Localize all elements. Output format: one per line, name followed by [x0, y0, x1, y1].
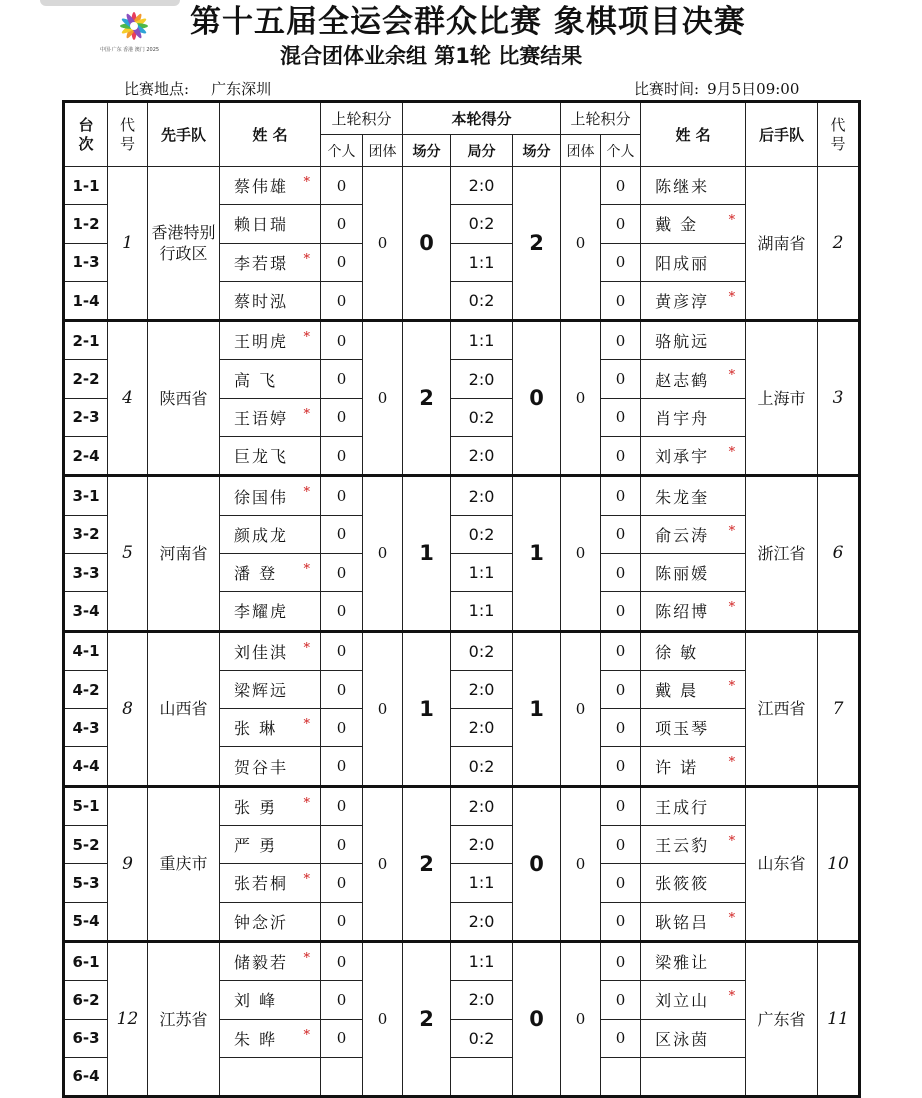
- player-b: [641, 553, 746, 591]
- individual-a: 0: [321, 864, 363, 902]
- individual-a: 0: [321, 826, 363, 864]
- game-score: 0:2: [451, 398, 513, 436]
- player-name: 潘 登: [234, 564, 278, 584]
- player-name: 陈绍博: [655, 602, 710, 622]
- col-round-score: 本轮得分: [403, 102, 561, 135]
- player-a: [220, 281, 321, 320]
- team-b: 江西省: [746, 631, 818, 786]
- game-score: 0:2: [451, 205, 513, 243]
- venue-info: [124, 78, 271, 99]
- player-name: 蔡伟雄: [234, 177, 289, 197]
- col-individual-b: 个人: [601, 135, 641, 167]
- player-name: 耿铭吕: [655, 912, 710, 932]
- player-name: 钟念沂: [234, 912, 289, 932]
- game-score: 2:0: [451, 437, 513, 476]
- code-b: 11: [818, 941, 860, 1096]
- player-b: [641, 398, 746, 436]
- player-a: [220, 321, 321, 360]
- player-name: 项玉琴: [655, 719, 710, 739]
- player-name: 储毅若: [234, 953, 289, 973]
- game-score: 2:0: [451, 709, 513, 747]
- player-name: 赖日瑞: [234, 215, 289, 235]
- player-b: [641, 941, 746, 980]
- player-a: [220, 670, 321, 708]
- board-number: 3-1: [64, 476, 108, 515]
- player-name: 张 琳: [234, 719, 278, 739]
- individual-a: 0: [321, 321, 363, 360]
- individual-b: 0: [601, 398, 641, 436]
- marker-star: *: [728, 600, 738, 616]
- player-a: [220, 981, 321, 1019]
- match-points-b: 0: [513, 321, 561, 476]
- player-a: [220, 398, 321, 436]
- game-score: 2:0: [451, 826, 513, 864]
- individual-b: 0: [601, 747, 641, 786]
- individual-b: [601, 1057, 641, 1096]
- player-a: [220, 360, 321, 398]
- match-points-b: 0: [513, 941, 561, 1096]
- marker-star: *: [728, 445, 738, 461]
- venue-value: 广东深圳: [211, 80, 272, 98]
- player-a: [220, 709, 321, 747]
- player-a: [220, 1057, 321, 1096]
- table-body: [64, 167, 860, 1097]
- board-number: 4-2: [64, 670, 108, 708]
- individual-a: 0: [321, 670, 363, 708]
- table-row: [64, 631, 860, 670]
- individual-a: 0: [321, 631, 363, 670]
- page-title: 第十五届全运会群众比赛 象棋项目决赛: [190, 4, 746, 40]
- player-b: [641, 1057, 746, 1096]
- player-a: [220, 592, 321, 631]
- board-number: 1-4: [64, 281, 108, 320]
- match-points-b: 0: [513, 786, 561, 941]
- board-number: 5-1: [64, 786, 108, 825]
- table-row: [64, 321, 860, 360]
- board-number: 3-4: [64, 592, 108, 631]
- board-number: 1-1: [64, 167, 108, 205]
- player-name: 赵志鹤: [655, 370, 710, 390]
- player-name: 梁辉远: [234, 681, 289, 700]
- col-team-a: 团体: [363, 135, 403, 167]
- player-name: 戴 晨: [655, 681, 699, 700]
- individual-a: 0: [321, 941, 363, 980]
- code-b: 3: [818, 321, 860, 476]
- individual-b: 0: [601, 281, 641, 320]
- marker-star: *: [303, 485, 312, 501]
- player-name: 骆航远: [655, 332, 710, 352]
- individual-b: 0: [601, 826, 641, 864]
- team-a: 重庆市: [148, 786, 220, 941]
- time-value: 9月5日09:00: [707, 80, 800, 98]
- individual-b: 0: [601, 360, 641, 398]
- game-score: 0:2: [451, 515, 513, 553]
- individual-b: 0: [601, 515, 641, 553]
- code-a: 1: [108, 167, 148, 321]
- col-code-b: 代 号: [818, 102, 860, 167]
- individual-a: 0: [321, 592, 363, 631]
- player-b: [641, 167, 746, 205]
- player-b: [641, 826, 746, 864]
- team-a: 山西省: [148, 631, 220, 786]
- team-prev-a: 0: [363, 786, 403, 941]
- team-b: 上海市: [746, 321, 818, 476]
- individual-a: 0: [321, 981, 363, 1019]
- team-b: 浙江省: [746, 476, 818, 631]
- game-score: 0:2: [451, 631, 513, 670]
- player-name: 王成行: [655, 797, 710, 817]
- board-number: 1-2: [64, 205, 108, 243]
- board-number: 1-3: [64, 243, 108, 281]
- player-b: [641, 205, 746, 243]
- team-prev-a: 0: [363, 941, 403, 1096]
- board-number: 4-1: [64, 631, 108, 670]
- game-score: 2:0: [451, 476, 513, 515]
- marker-star: *: [303, 561, 312, 577]
- player-name: 刘承宇: [655, 447, 710, 467]
- board-number: 5-2: [64, 826, 108, 864]
- code-a: 12: [108, 941, 148, 1096]
- individual-a: 0: [321, 243, 363, 281]
- player-a: [220, 476, 321, 515]
- col-individual-a: 个人: [321, 135, 363, 167]
- game-score: 1:1: [451, 553, 513, 591]
- individual-a: 0: [321, 515, 363, 553]
- board-number: 2-3: [64, 398, 108, 436]
- player-name: 王云豹: [655, 836, 710, 856]
- player-b: [641, 1019, 746, 1057]
- table-row: [64, 167, 860, 205]
- player-name: 王语婷: [234, 408, 289, 428]
- marker-star: *: [303, 795, 312, 811]
- team-prev-a: 0: [363, 167, 403, 321]
- player-name: 刘 峰: [234, 991, 278, 1011]
- individual-a: [321, 1057, 363, 1096]
- player-b: [641, 631, 746, 670]
- game-score: [451, 1057, 513, 1096]
- game-score: 1:1: [451, 321, 513, 360]
- individual-b: 0: [601, 205, 641, 243]
- player-name: 俞云涛: [655, 525, 710, 545]
- board-number: 6-1: [64, 941, 108, 980]
- individual-b: 0: [601, 864, 641, 902]
- marker-star: *: [728, 910, 738, 926]
- individual-b: 0: [601, 437, 641, 476]
- code-a: 9: [108, 786, 148, 941]
- individual-b: 0: [601, 786, 641, 825]
- player-name: 张筱筱: [655, 874, 710, 894]
- marker-star: *: [303, 950, 312, 966]
- games-logo: [100, 6, 168, 56]
- player-name: 徐 敏: [655, 642, 699, 662]
- player-name: 蔡时泓: [234, 292, 289, 312]
- board-number: 6-3: [64, 1019, 108, 1057]
- player-b: [641, 243, 746, 281]
- player-a: [220, 631, 321, 670]
- individual-a: 0: [321, 437, 363, 476]
- player-a: [220, 826, 321, 864]
- team-prev-a: 0: [363, 321, 403, 476]
- player-b: [641, 709, 746, 747]
- game-score: 1:1: [451, 243, 513, 281]
- individual-b: 0: [601, 709, 641, 747]
- game-score: 1:1: [451, 941, 513, 980]
- player-name: 李若璟: [234, 253, 289, 273]
- match-points-a: 0: [403, 167, 451, 321]
- match-points-b: 2: [513, 167, 561, 321]
- player-b: [641, 670, 746, 708]
- individual-a: 0: [321, 553, 363, 591]
- table-row: [64, 941, 860, 980]
- marker-star: *: [728, 523, 738, 539]
- player-name: 张若桐: [234, 874, 289, 894]
- time-label: 比赛时间:: [634, 80, 700, 98]
- player-name: 李耀虎: [234, 602, 289, 622]
- player-b: [641, 281, 746, 320]
- individual-b: 0: [601, 941, 641, 980]
- board-number: 4-3: [64, 709, 108, 747]
- individual-b: 0: [601, 902, 641, 941]
- player-a: [220, 864, 321, 902]
- game-score: 2:0: [451, 786, 513, 825]
- player-name: 颜成龙: [234, 525, 289, 545]
- individual-a: 0: [321, 398, 363, 436]
- individual-b: 0: [601, 631, 641, 670]
- col-match-pts-a: 场分: [403, 135, 451, 167]
- player-a: [220, 515, 321, 553]
- marker-star: *: [728, 213, 738, 229]
- player-name: 肖宇舟: [655, 408, 710, 428]
- individual-b: 0: [601, 167, 641, 205]
- board-number: 6-4: [64, 1057, 108, 1096]
- player-a: [220, 1019, 321, 1057]
- player-name: 王明虎: [234, 332, 289, 352]
- col-name-b: 姓 名: [641, 102, 746, 167]
- marker-star: *: [728, 989, 738, 1005]
- individual-a: 0: [321, 786, 363, 825]
- col-game-pts: 局分: [451, 135, 513, 167]
- game-score: 2:0: [451, 902, 513, 941]
- code-a: 4: [108, 321, 148, 476]
- code-b: 6: [818, 476, 860, 631]
- col-name-a: 姓 名: [220, 102, 321, 167]
- match-points-a: 1: [403, 476, 451, 631]
- player-name: 巨龙飞: [234, 447, 289, 467]
- match-points-a: 2: [403, 786, 451, 941]
- marker-star: *: [303, 251, 312, 267]
- board-number: 3-2: [64, 515, 108, 553]
- player-name: 陈继来: [655, 177, 710, 197]
- match-points-a: 2: [403, 941, 451, 1096]
- code-a: 5: [108, 476, 148, 631]
- marker-star: *: [728, 289, 738, 305]
- col-second-team: 后手队: [746, 102, 818, 167]
- col-code-a: 代 号: [108, 102, 148, 167]
- code-b: 2: [818, 167, 860, 321]
- marker-star: *: [303, 717, 312, 733]
- board-number: 3-3: [64, 553, 108, 591]
- team-a: 河南省: [148, 476, 220, 631]
- time-info: [634, 78, 799, 99]
- individual-b: 0: [601, 592, 641, 631]
- individual-a: 0: [321, 167, 363, 205]
- team-b: 山东省: [746, 786, 818, 941]
- player-b: [641, 360, 746, 398]
- code-b: 7: [818, 631, 860, 786]
- team-prev-a: 0: [363, 476, 403, 631]
- player-name: 张 勇: [234, 797, 278, 817]
- page-subtitle: 混合团体业余组 第1轮 比赛结果: [280, 44, 583, 68]
- col-prev-score-b: 上轮积分: [561, 102, 641, 135]
- player-name: 徐国伟: [234, 487, 289, 507]
- board-number: 2-2: [64, 360, 108, 398]
- team-b: 湖南省: [746, 167, 818, 321]
- team-prev-b: 0: [561, 631, 601, 786]
- board-number: 2-4: [64, 437, 108, 476]
- board-number: 6-2: [64, 981, 108, 1019]
- team-b: 广东省: [746, 941, 818, 1096]
- player-name: 区泳茵: [655, 1029, 710, 1049]
- individual-b: 0: [601, 476, 641, 515]
- player-b: [641, 902, 746, 941]
- player-b: [641, 592, 746, 631]
- results-table: [62, 100, 861, 1098]
- game-score: 1:1: [451, 864, 513, 902]
- player-name: 刘佳淇: [234, 642, 289, 662]
- game-score: 2:0: [451, 167, 513, 205]
- team-prev-b: 0: [561, 321, 601, 476]
- individual-b: 0: [601, 1019, 641, 1057]
- individual-a: 0: [321, 709, 363, 747]
- marker-star: *: [303, 1027, 312, 1043]
- board-number: 5-4: [64, 902, 108, 941]
- player-a: [220, 205, 321, 243]
- board-number: 4-4: [64, 747, 108, 786]
- individual-b: 0: [601, 981, 641, 1019]
- player-name: 梁雅让: [655, 953, 710, 973]
- player-a: [220, 553, 321, 591]
- player-b: [641, 476, 746, 515]
- col-board: 台 次: [64, 102, 108, 167]
- table-header: [64, 102, 860, 167]
- marker-star: *: [303, 406, 312, 422]
- col-prev-score-a: 上轮积分: [321, 102, 403, 135]
- col-team-b: 团体: [561, 135, 601, 167]
- individual-a: 0: [321, 747, 363, 786]
- player-name: 朱 晔: [234, 1029, 278, 1049]
- player-name: 许 诺: [655, 757, 699, 777]
- player-name: 阳成丽: [655, 253, 710, 273]
- marker-star: *: [303, 330, 312, 346]
- player-name: 戴 金: [655, 215, 699, 235]
- individual-a: 0: [321, 205, 363, 243]
- player-b: [641, 321, 746, 360]
- venue-label: 比赛地点:: [124, 80, 190, 98]
- player-a: [220, 941, 321, 980]
- individual-a: 0: [321, 1019, 363, 1057]
- board-number: 2-1: [64, 321, 108, 360]
- team-prev-b: 0: [561, 167, 601, 321]
- individual-a: 0: [321, 476, 363, 515]
- individual-b: 0: [601, 243, 641, 281]
- individual-a: 0: [321, 360, 363, 398]
- game-score: 2:0: [451, 670, 513, 708]
- marker-star: *: [728, 834, 738, 850]
- team-a: 香港特别行政区: [148, 167, 220, 321]
- player-a: [220, 902, 321, 941]
- code-b: 10: [818, 786, 860, 941]
- player-name: 朱龙奎: [655, 487, 710, 507]
- player-b: [641, 864, 746, 902]
- marker-star: *: [303, 175, 312, 190]
- team-prev-a: 0: [363, 631, 403, 786]
- col-match-pts-b: 场分: [513, 135, 561, 167]
- match-points-a: 2: [403, 321, 451, 476]
- match-points-b: 1: [513, 476, 561, 631]
- individual-b: 0: [601, 670, 641, 708]
- board-number: 5-3: [64, 864, 108, 902]
- marker-star: *: [728, 678, 738, 694]
- game-score: 2:0: [451, 360, 513, 398]
- player-a: [220, 243, 321, 281]
- player-name: 黄彦淳: [655, 292, 710, 312]
- marker-star: *: [728, 368, 738, 384]
- player-name: 刘立山: [655, 991, 710, 1011]
- table-row: [64, 786, 860, 825]
- player-b: [641, 981, 746, 1019]
- team-a: 江苏省: [148, 941, 220, 1096]
- player-name: 严 勇: [234, 836, 278, 856]
- player-b: [641, 437, 746, 476]
- player-name: 陈丽媛: [655, 564, 710, 584]
- team-prev-b: 0: [561, 476, 601, 631]
- player-a: [220, 437, 321, 476]
- code-a: 8: [108, 631, 148, 786]
- game-score: 0:2: [451, 747, 513, 786]
- individual-b: 0: [601, 321, 641, 360]
- individual-a: 0: [321, 281, 363, 320]
- player-b: [641, 747, 746, 786]
- match-points-a: 1: [403, 631, 451, 786]
- individual-a: 0: [321, 902, 363, 941]
- team-prev-b: 0: [561, 786, 601, 941]
- player-a: [220, 747, 321, 786]
- team-prev-b: 0: [561, 941, 601, 1096]
- player-name: 贺谷丰: [234, 757, 289, 777]
- game-score: 1:1: [451, 592, 513, 631]
- player-b: [641, 515, 746, 553]
- player-name: 高 飞: [234, 370, 278, 390]
- col-first-team: 先手队: [148, 102, 220, 167]
- marker-star: *: [728, 755, 738, 771]
- player-b: [641, 786, 746, 825]
- player-a: [220, 167, 321, 205]
- table-row: [64, 476, 860, 515]
- logo-caption: 中国·广东 香港 澳门 2025: [100, 47, 160, 53]
- game-score: 0:2: [451, 1019, 513, 1057]
- marker-star: *: [303, 872, 312, 888]
- marker-star: *: [303, 640, 312, 656]
- team-a: 陕西省: [148, 321, 220, 476]
- game-score: 0:2: [451, 281, 513, 320]
- game-score: 2:0: [451, 981, 513, 1019]
- player-a: [220, 786, 321, 825]
- match-points-b: 1: [513, 631, 561, 786]
- individual-b: 0: [601, 553, 641, 591]
